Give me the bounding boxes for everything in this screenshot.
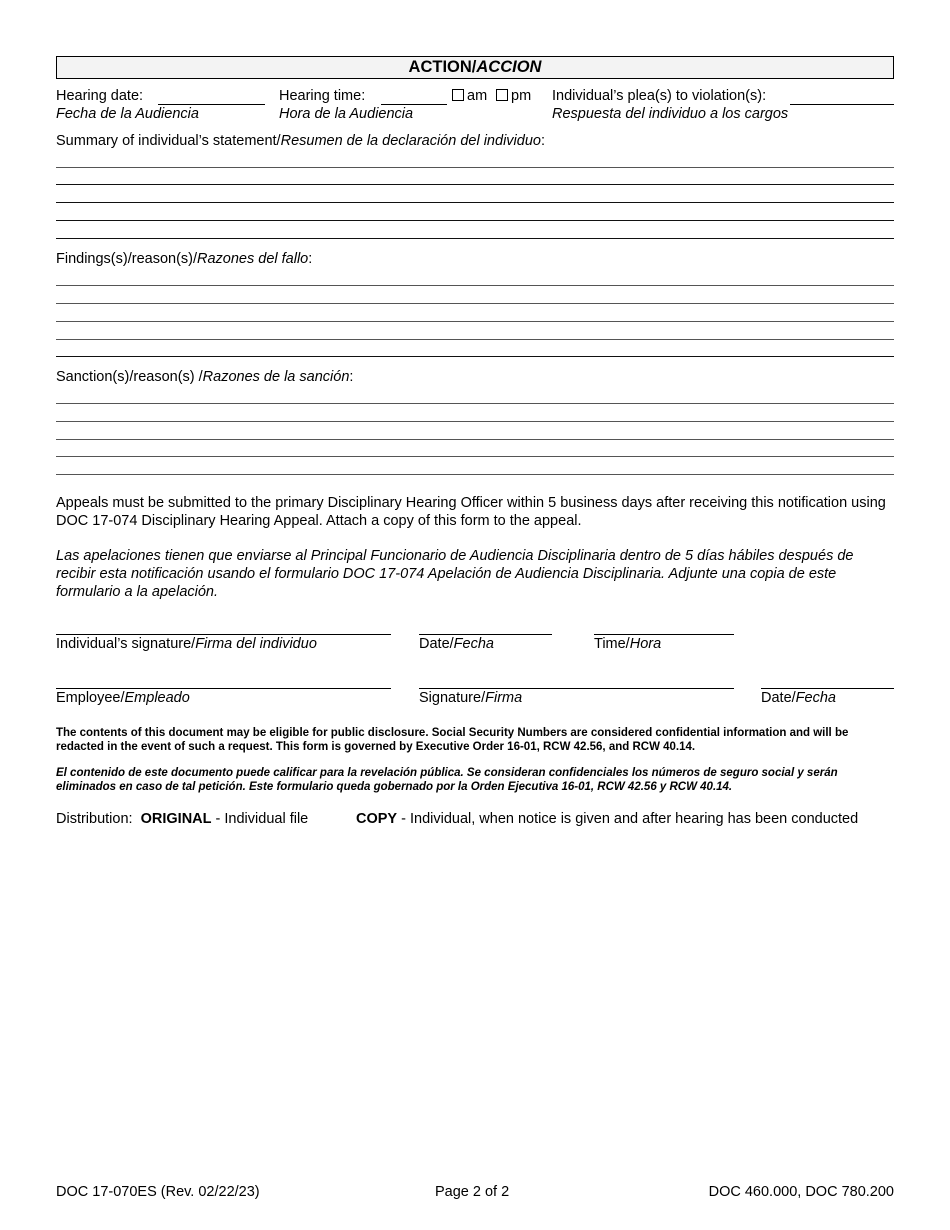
distribution-copy: COPY (356, 811, 398, 827)
employee-label (56, 690, 190, 706)
sanction-line[interactable] (56, 421, 894, 422)
summary-label-es: Resumen de la declaración del individuo (280, 133, 541, 149)
section-header (56, 56, 894, 79)
hearing-time-field[interactable] (381, 104, 447, 105)
time-field[interactable] (594, 634, 734, 635)
date1-label (419, 636, 494, 652)
employee-label-en: Employee/ (56, 690, 125, 706)
employee-signature-field[interactable] (419, 688, 734, 689)
hearing-time-label-es: Hora de la Audiencia (279, 106, 414, 122)
individual-signature-field[interactable] (56, 634, 391, 635)
findings-label-en: Findings(s)/reason(s)/ (56, 251, 198, 267)
sanction-colon: : (349, 369, 354, 385)
summary-line[interactable] (56, 184, 894, 185)
plea-label-es: Respuesta del individuo a los cargos (552, 106, 789, 122)
findings-label (56, 251, 312, 267)
distribution-line (56, 811, 308, 827)
summary-line[interactable] (56, 202, 894, 203)
time-label-es: Hora (629, 636, 662, 652)
date1-label-es: Fecha (453, 636, 494, 652)
distribution-original: ORIGINAL (140, 811, 212, 827)
date2-label (761, 690, 836, 706)
appeals-text-es: Las apelaciones tienen que enviarse al Principal Funcionario de Audiencia Disciplinaria dentro de 5 días hábiles después de recibir esta notificación usando el formulario DOC 17-074 Apelación de Audiencia Disciplinaria. Adjunte una copia de este formulario a la apelación. (56, 548, 854, 600)
employee-signature-label-en: Signature/ (419, 690, 486, 706)
summary-line[interactable] (56, 238, 894, 239)
summary-colon: : (540, 133, 545, 149)
employee-field[interactable] (56, 688, 391, 689)
summary-line[interactable] (56, 220, 894, 221)
header-title: ACTION/ (408, 58, 477, 76)
sanction-label-es: Razones de la sanción (202, 369, 350, 385)
employee-label-es: Empleado (124, 690, 190, 706)
sanction-label (56, 369, 353, 385)
hearing-time-label: Hearing time: (279, 88, 366, 104)
individual-signature-label-en: Individual’s signature/ (56, 636, 196, 652)
hearing-date-field[interactable] (158, 104, 265, 105)
hearing-date-label-es: Fecha de la Audiencia (56, 106, 199, 122)
sanction-line[interactable] (56, 474, 894, 475)
am-option[interactable] (452, 88, 487, 104)
am-checkbox[interactable] (452, 89, 464, 101)
footer-page-number: Page 2 of 2 (435, 1184, 510, 1200)
footer-form-id: DOC 17-070ES (Rev. 02/22/23) (56, 1184, 260, 1200)
findings-line[interactable] (56, 356, 894, 357)
appeals-text-en: Appeals must be submitted to the primary Disciplinary Hearing Officer within 5 business days after receiving this notification using DOC 17-074 Disciplinary Hearing Appeal. Attach a copy of this form to the appeal. (56, 495, 886, 529)
date1-field[interactable] (419, 634, 552, 635)
findings-colon: : (308, 251, 313, 267)
date2-field[interactable] (761, 688, 894, 689)
sanction-line[interactable] (56, 403, 894, 404)
disclosure-text-en: The contents of this document may be eligible for public disclosure. Social Security Numbers are considered confidential information and will be redacted in the event of such a request. This form is governed by Executive Order 16-01, RCW 42.56, and RCW 40.14. (56, 727, 849, 753)
pm-checkbox[interactable] (496, 89, 508, 101)
date2-label-es: Fecha (795, 690, 836, 706)
individual-signature-label (56, 636, 317, 652)
summary-label (56, 133, 545, 149)
pm-option[interactable] (496, 88, 531, 104)
date2-label-en: Date/ (761, 690, 796, 706)
time-label (594, 636, 661, 652)
sanction-label-en: Sanction(s)/reason(s) / (56, 369, 203, 385)
sanction-line[interactable] (56, 456, 894, 457)
header-title-es: ACCION (476, 58, 542, 76)
summary-line[interactable] (56, 167, 894, 168)
distribution-original-text: - Individual file (211, 811, 309, 827)
plea-field[interactable] (790, 104, 894, 105)
footer-policy: DOC 460.000, DOC 780.200 (708, 1184, 894, 1200)
findings-line[interactable] (56, 303, 894, 304)
findings-line[interactable] (56, 321, 894, 322)
findings-label-es: Razones del fallo (197, 251, 309, 267)
disclosure-text-es: El contenido de este documento puede calificar para la revelación pública. Se consideran confidenciales los números de seguro social y serán eliminados en caso de tal petición. Este formulario queda gobernado por la Orden Ejecutiva 16-01, RCW 42.56 y RCW 40.14. (56, 767, 838, 793)
individual-signature-label-es: Firma del individuo (195, 636, 317, 652)
distribution-copy-line (356, 811, 858, 827)
distribution-label: Distribution: (56, 811, 133, 827)
am-label: am (467, 88, 488, 104)
findings-line[interactable] (56, 285, 894, 286)
plea-label: Individual’s plea(s) to violation(s): (552, 88, 767, 104)
employee-signature-label (419, 690, 522, 706)
pm-label: pm (511, 88, 532, 104)
hearing-date-label: Hearing date: (56, 88, 144, 104)
distribution-copy-text: - Individual, when notice is given and after hearing has been conducted (397, 811, 859, 827)
time-label-en: Time/ (594, 636, 630, 652)
summary-label-en: Summary of individual’s statement/ (56, 133, 281, 149)
findings-line[interactable] (56, 339, 894, 340)
sanction-line[interactable] (56, 439, 894, 440)
date1-label-en: Date/ (419, 636, 454, 652)
employee-signature-label-es: Firma (485, 690, 523, 706)
